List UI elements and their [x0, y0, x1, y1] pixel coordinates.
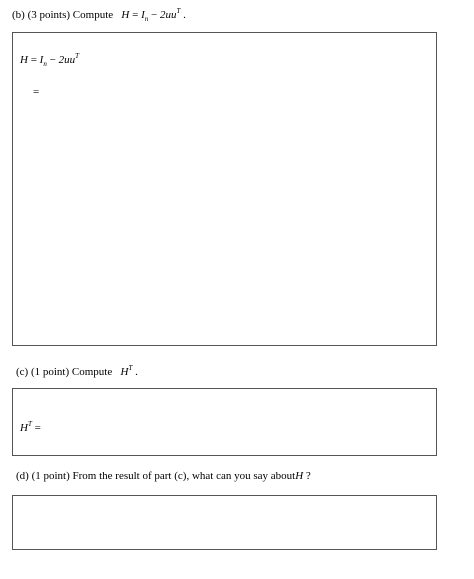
part-b-answer-box[interactable]: [12, 32, 437, 346]
part-d-answer-box[interactable]: [12, 495, 437, 550]
part-c-box-formula: $H^T$ =: [20, 420, 41, 434]
part-c-question: (c) (1 point) Compute $H^T$ .: [16, 364, 138, 378]
part-d-label: (d) (1 point) From the result of part (c), what can you say about: [16, 470, 296, 482]
part-b-box-formula: $H = I_n - 2uu^T$: [20, 52, 79, 68]
part-b-formula: $H = I_n - 2uu^T$: [121, 7, 181, 23]
part-b-box-equals: =: [33, 86, 40, 98]
part-d-var: H: [295, 470, 304, 482]
part-b-label: (b) (3 points) Compute: [12, 9, 114, 21]
part-c-label: (c) (1 point) Compute: [16, 366, 113, 378]
part-c-formula: $H^T$: [120, 364, 133, 378]
part-b-question: (b) (3 points) Compute $H = I_n - 2uu^T$ .: [12, 7, 186, 23]
part-d-question: (d) (1 point) From the result of part (c), what can you say aboutH ?: [16, 470, 311, 482]
part-c-answer-box[interactable]: [12, 388, 437, 456]
